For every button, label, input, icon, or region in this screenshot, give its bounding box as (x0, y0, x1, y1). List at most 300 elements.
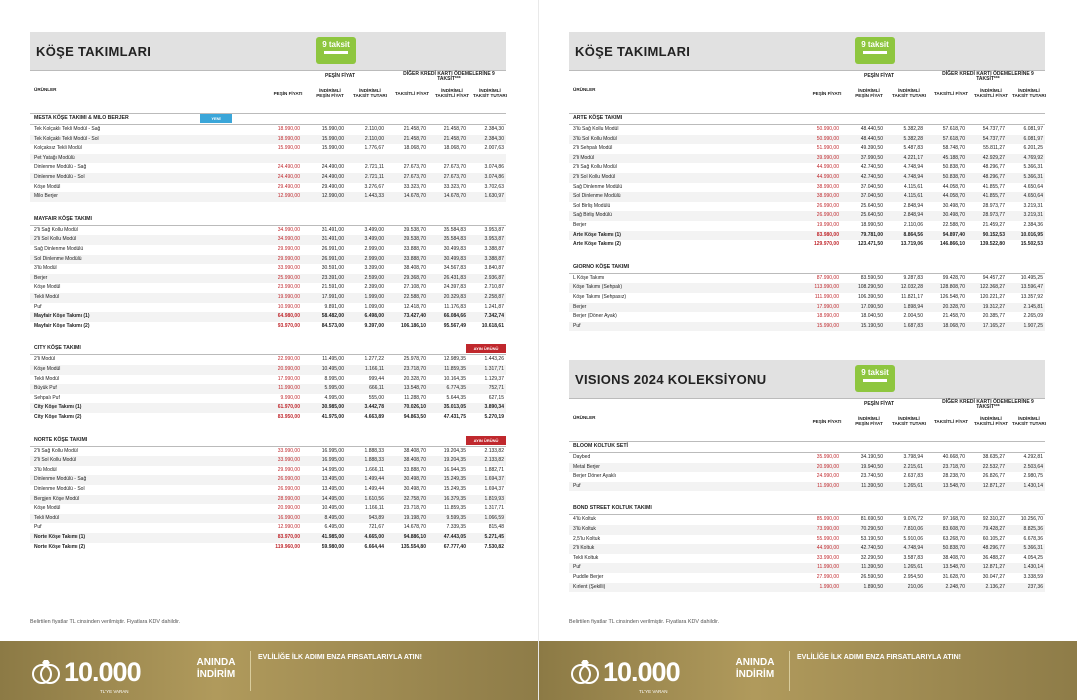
price-cell: 42.740,50 (860, 164, 883, 171)
section-rows (30, 355, 506, 422)
table-row (30, 447, 506, 457)
price-cell: 37.040,50 (860, 183, 883, 190)
price-cell: 123.471,50 (857, 241, 883, 248)
price-cell: 22.588,70 (942, 221, 965, 228)
price-cell: 1.241,87 (484, 303, 504, 310)
price-cell: 67.777,40 (443, 543, 466, 550)
price-cell: 84.573,00 (321, 322, 344, 329)
price-cell: 5.382,28 (903, 135, 923, 142)
price-cell: 44.990,00 (816, 173, 839, 180)
price-cell: 2.145,81 (1023, 303, 1043, 310)
price-cell: 25.640,50 (860, 212, 883, 219)
price-cell: 66.084,66 (443, 313, 466, 320)
section-title (30, 214, 506, 226)
price-cell: 13.548,70 (403, 385, 426, 392)
banner-indirim: İNDİRİM (735, 669, 775, 680)
price-cell: 3.798,94 (903, 454, 923, 460)
price-cell: 135.554,80 (400, 543, 426, 550)
price-cell: 38.635,27 (982, 454, 1005, 460)
product-name: Dinlenme Modülü - Sol (34, 485, 85, 492)
price-cell: 11.859,35 (444, 505, 466, 512)
price-cell: 33.888,70 (403, 255, 426, 262)
price-cell: 54.737,77 (982, 135, 1005, 142)
price-cell: 5.271,45 (484, 533, 504, 540)
col-urunler: ÜRÜNLER (573, 87, 596, 92)
price-cell: 11.495,00 (322, 356, 344, 363)
col-group-pesin: PEŞİN FİYAT (324, 73, 355, 79)
price-cell: 3.399,00 (364, 265, 384, 272)
product-name: Norte Köşe Takımı (1) (34, 533, 86, 540)
price-cell: 50.990,00 (816, 126, 839, 132)
product-name: Sol Dinlenme Modülü (34, 255, 82, 262)
price-cell: 999,44 (368, 375, 384, 382)
price-cell: 19.204,35 (443, 457, 466, 464)
price-cell: 11.990,00 (817, 482, 839, 489)
page-title: KÖŞE TAKIMLARI (575, 44, 691, 59)
table-row (30, 293, 506, 303)
column-header (569, 70, 1045, 114)
price-cell: 33.990,00 (816, 554, 839, 561)
price-cell: 54.737,77 (982, 126, 1005, 132)
product-name: Berjer (Döner Ayak) (573, 313, 617, 320)
price-cell: 30.498,70 (942, 212, 965, 219)
price-cell: 1.888,33 (364, 457, 384, 464)
product-name: Tekli Modül (34, 293, 60, 300)
price-cell: 16.995,00 (321, 447, 344, 454)
product-section (569, 441, 1045, 491)
column-header (30, 70, 506, 114)
price-cell: 14.495,00 (321, 495, 344, 502)
price-cell: 79.781,00 (860, 231, 883, 238)
price-cell: 55.990,00 (816, 535, 839, 542)
price-cell: 12.032,28 (900, 284, 923, 291)
section-title (569, 441, 1045, 453)
col-indirimli-taksit: İNDİRİMLİ TAKSİT TUTARI (891, 88, 927, 99)
price-cell: 97.168,70 (942, 516, 965, 523)
price-cell: 1.166,11 (364, 505, 384, 512)
price-cell: 4.650,64 (1023, 193, 1043, 200)
price-cell: 5.382,28 (903, 126, 923, 132)
price-cell: 59.980,00 (321, 543, 344, 550)
section-title (30, 113, 506, 125)
price-cell: 10.990,00 (277, 303, 300, 310)
price-cell: 22.990,00 (277, 356, 300, 363)
price-cell: 3.219,31 (1023, 202, 1043, 209)
table-row (30, 125, 506, 135)
price-cell: 38.990,00 (816, 193, 839, 200)
product-name: 2'li Koltuk (573, 545, 595, 552)
price-cell: 3.442,78 (364, 404, 384, 411)
price-cell: 20.990,00 (277, 365, 300, 372)
col-group-kredi: DİĞER KREDİ KARTI ÖDEMELERİNE 9 TAKSİT*** (942, 71, 1034, 83)
price-cell: 1.443,26 (484, 356, 504, 363)
price-cell: 51.990,00 (816, 145, 839, 152)
price-cell: 94.886,10 (403, 533, 426, 540)
table-row (30, 154, 506, 164)
price-cell: 5.644,35 (446, 394, 466, 401)
price-cell: 6.081,97 (1023, 126, 1043, 132)
footnote: Belirtilen fiyatlar TL cinsinden verilmiştir. Fiyatlara KDV dahildir. (569, 619, 720, 625)
table-row (569, 125, 1045, 135)
price-cell: 23.718,70 (942, 463, 965, 470)
table-row (569, 525, 1045, 535)
col-urunler: ÜRÜNLER (573, 415, 596, 420)
table-row (30, 163, 506, 173)
table-row (30, 394, 506, 404)
price-cell: 20.328,70 (403, 375, 426, 382)
table-row (30, 375, 506, 385)
banner-amount: 10.000 (64, 657, 141, 687)
product-name: 3'lü Modül (34, 466, 57, 473)
price-cell: 38.408,70 (403, 447, 426, 454)
price-cell: 1.317,71 (484, 505, 504, 512)
price-cell: 2.248,70 (945, 583, 965, 590)
price-cell: 18.990,00 (277, 135, 300, 142)
price-cell: 2.599,00 (364, 274, 384, 281)
price-cell: 20.328,70 (942, 303, 965, 310)
price-cell: 20.990,00 (816, 463, 839, 470)
product-name: 2'li Sağ Kollu Modül (573, 164, 617, 171)
price-cell: 33.888,70 (403, 245, 426, 252)
col-indirimli-taksit: İNDİRİMLİ TAKSİT TUTARI (891, 416, 927, 427)
price-cell: 22.588,70 (403, 293, 426, 300)
product-name: Tek Kolçaklı Tekli Modül - Sol (34, 135, 99, 142)
product-name: City Köşe Takımı (2) (34, 413, 82, 420)
price-cell: 2.980,75 (1023, 473, 1043, 480)
price-cell: 38.408,70 (403, 265, 426, 272)
product-section (30, 214, 506, 332)
product-name: Berjer (573, 303, 587, 310)
price-cell: 28.990,00 (277, 495, 300, 502)
price-cell: 42.740,50 (860, 545, 883, 552)
price-cell: 21.458,70 (443, 126, 466, 132)
price-cell: 3.074,86 (484, 173, 504, 180)
price-cell: 113.990,00 (814, 284, 839, 291)
product-section (569, 113, 1045, 250)
col-group-kredi: DİĞER KREDİ KARTI ÖDEMELERİNE 9 TAKSİT*** (403, 71, 495, 83)
price-cell: 15.990,00 (321, 145, 344, 152)
section-rows (30, 226, 506, 332)
price-cell: 1.882,71 (484, 466, 504, 473)
price-cell: 8.495,00 (324, 514, 344, 521)
price-cell: 19.204,35 (443, 447, 466, 454)
col-indirimli-taksit-2: İNDİRİMLİ TAKSİT TUTARI (1011, 416, 1047, 427)
price-cell: 30.498,70 (403, 476, 426, 483)
price-cell: 11.176,83 (444, 303, 466, 310)
rings-icon (569, 654, 601, 688)
price-cell: 26.590,50 (860, 573, 883, 580)
price-cell: 83.590,50 (860, 274, 883, 281)
table-row (30, 456, 506, 466)
price-cell: 23.740,50 (860, 473, 883, 480)
product-name: City Köşe Takımı (1) (34, 404, 82, 411)
price-cell: 1.066,59 (484, 514, 504, 521)
price-cell: 63.268,70 (942, 535, 965, 542)
col-indirimli-taksitli: İNDİRİMLİ TAKSİTLİ FİYAT (973, 88, 1009, 99)
price-cell: 11.288,70 (404, 394, 426, 401)
price-cell: 19.312,27 (982, 303, 1005, 310)
table-row (569, 293, 1045, 303)
table-row (30, 135, 506, 145)
price-cell: 119.960,00 (275, 543, 300, 550)
price-cell: 17.165,27 (982, 322, 1005, 329)
price-cell: 34.990,00 (277, 226, 300, 233)
product-name: Kolçaksız Tekli Modül (34, 145, 82, 152)
price-cell: 4.115,61 (903, 193, 923, 200)
table-row (569, 135, 1045, 145)
price-cell: 94.897,40 (942, 231, 965, 238)
price-cell: 128.808,70 (939, 284, 965, 291)
price-cell: 752,71 (488, 385, 504, 392)
price-cell: 146.866,10 (939, 241, 965, 248)
price-cell: 1.129,37 (484, 375, 504, 382)
price-cell: 3.276,67 (364, 183, 384, 190)
price-cell: 2.133,82 (484, 457, 504, 464)
price-cell: 237,36 (1027, 583, 1043, 590)
total-row (30, 312, 506, 322)
price-cell: 38.408,70 (403, 457, 426, 464)
price-cell: 18.068,70 (443, 145, 466, 152)
product-name: L Köşe Takımı (573, 274, 605, 281)
table-row (569, 274, 1045, 284)
product-name: Mayfair Köşe Takımı (2) (34, 322, 90, 329)
price-cell: 50.838,70 (942, 545, 965, 552)
price-cell: 3.388,87 (484, 255, 504, 262)
price-cell: 25.640,50 (860, 202, 883, 209)
product-name: 3'lü Sağ Kollu Modül (573, 126, 619, 132)
table-row (569, 163, 1045, 173)
price-cell: 1.443,33 (364, 193, 384, 200)
page-title-2: VISIONS 2024 KOLEKSİYONU (575, 372, 767, 387)
price-cell: 33.990,00 (277, 447, 300, 454)
table-row (30, 495, 506, 505)
price-cell: 627,15 (488, 394, 504, 401)
table-row (30, 355, 506, 365)
price-cell: 4.748,94 (903, 173, 923, 180)
product-section (30, 113, 506, 202)
product-name: Kırlent (Şekilli) (573, 583, 606, 590)
price-cell: 18.990,50 (860, 221, 883, 228)
price-cell: 29.990,00 (277, 245, 300, 252)
price-cell: 10.495,00 (321, 365, 344, 372)
price-cell: 666,11 (369, 385, 384, 392)
price-cell: 8.864,56 (903, 231, 923, 238)
price-cell: 50.990,00 (816, 135, 839, 142)
product-name: Köşe Modül (34, 284, 61, 291)
product-name: Tekli Koltuk (573, 554, 599, 561)
page-title: KÖŞE TAKIMLARI (36, 44, 152, 59)
price-cell: 15.990,00 (321, 135, 344, 142)
total-row (569, 240, 1045, 250)
price-cell: 53.190,50 (860, 535, 883, 542)
price-cell: 16.990,00 (277, 514, 300, 521)
price-cell: 4.769,92 (1023, 154, 1043, 161)
price-cell: 943,89 (368, 514, 384, 521)
product-name: Sağ Dinlenme Modülü (573, 183, 623, 190)
section-title (569, 113, 1045, 125)
product-name: Tek Kolçaklı Tekli Modül - Sağ (34, 126, 101, 132)
price-cell: 2.936,87 (484, 274, 504, 281)
price-cell: 15.990,00 (321, 126, 344, 132)
price-cell: 10.618,61 (481, 322, 504, 329)
price-cell: 2.215,61 (903, 463, 923, 470)
taksit-badge-2 (855, 365, 895, 392)
price-cell: 1.430,14 (1023, 564, 1043, 571)
price-cell: 29.490,00 (321, 183, 344, 190)
price-cell: 70.290,50 (860, 525, 883, 532)
taksit-badge (316, 37, 356, 64)
price-cell: 12.418,70 (403, 303, 426, 310)
price-cell: 24.990,00 (816, 473, 839, 480)
product-section (30, 343, 506, 422)
page-header (30, 32, 506, 70)
price-cell: 1.166,11 (364, 365, 384, 372)
price-cell: 42.929,27 (982, 154, 1005, 161)
price-cell: 27.673,70 (403, 173, 426, 180)
col-taksitli-fiyat: TAKSİTLİ FİYAT (933, 91, 969, 96)
col-indirimli-taksit-2: İNDİRİMLİ TAKSİT TUTARI (472, 88, 508, 99)
price-cell: 5.270,19 (484, 413, 504, 420)
product-name: Puddle Berjer (573, 573, 604, 580)
price-cell: 30.499,83 (443, 255, 466, 262)
price-cell: 13.719,06 (900, 241, 923, 248)
price-cell: 29.990,00 (277, 255, 300, 262)
price-cell: 11.390,50 (861, 564, 883, 571)
product-name: Dinlenme Modülü - Sağ (34, 164, 87, 171)
price-cell: 16.995,00 (321, 457, 344, 464)
price-cell: 58.482,00 (321, 313, 344, 320)
section-title-text: GIORNO KÖŞE TAKIMI (573, 263, 630, 270)
price-cell: 40.668,70 (942, 454, 965, 460)
product-name: Dinlenme Modülü - Sağ (34, 476, 87, 483)
price-cell: 15.990,00 (816, 322, 839, 329)
product-name: Bergjen Köşe Modül (34, 495, 80, 502)
banner-amount: 10.000 (603, 657, 680, 687)
total-row (30, 533, 506, 543)
section-rows (569, 274, 1045, 332)
price-cell: 12.990,00 (321, 193, 344, 200)
price-cell: 106.186,10 (400, 322, 426, 329)
product-name: Berjer (34, 274, 48, 281)
price-cell: 32.758,70 (403, 495, 426, 502)
price-cell: 7.530,82 (484, 543, 504, 550)
price-cell: 1.430,14 (1023, 482, 1043, 489)
price-cell: 79.428,27 (982, 525, 1005, 532)
table-row (30, 264, 506, 274)
table-row (30, 183, 506, 193)
price-cell: 9.287,83 (903, 274, 923, 281)
price-cell: 2.503,64 (1023, 463, 1043, 470)
table-row (569, 563, 1045, 573)
table-row (569, 554, 1045, 564)
price-cell: 35.584,83 (443, 236, 466, 243)
table-row (30, 514, 506, 524)
price-cell: 9.990,00 (280, 394, 300, 401)
product-name: Puf (573, 322, 581, 329)
price-cell: 3.219,31 (1023, 212, 1043, 219)
price-cell: 1.890,50 (863, 583, 883, 590)
section-title-text: MESTA KÖŞE TAKIMI & MILO BERJER (34, 115, 129, 121)
price-cell: 27.673,70 (403, 164, 426, 171)
price-cell: 30.047,27 (982, 573, 1005, 580)
price-cell: 3.338,59 (1023, 573, 1043, 580)
price-cell: 2.136,27 (985, 583, 1005, 590)
product-name: 2'li Sol Kollu Modül (34, 236, 77, 243)
price-cell: 7.810,06 (903, 525, 923, 532)
price-cell: 6.664,44 (364, 543, 384, 550)
price-cell: 3.702,63 (484, 183, 504, 190)
total-row (30, 322, 506, 332)
price-cell: 37.040,50 (860, 193, 883, 200)
table-row (30, 475, 506, 485)
section-badge: YENİ (200, 114, 232, 123)
price-cell: 3.499,00 (364, 236, 384, 243)
price-cell: 38.408,70 (942, 554, 965, 561)
price-cell: 2.721,11 (364, 164, 384, 171)
price-cell: 4.054,25 (1023, 554, 1043, 561)
table-row (569, 202, 1045, 212)
price-cell: 111.990,00 (814, 293, 839, 300)
price-cell: 58.748,70 (942, 145, 965, 152)
price-cell: 26.991,00 (321, 245, 344, 252)
price-cell: 4.748,94 (903, 545, 923, 552)
price-cell: 6.498,00 (364, 313, 384, 320)
price-cell: 3.074,86 (484, 164, 504, 171)
rings-icon (30, 654, 62, 688)
product-name: 2'li Modül (573, 154, 594, 161)
price-cell: 30.498,70 (942, 202, 965, 209)
price-cell: 120.221,27 (979, 293, 1005, 300)
price-cell: 83.950,00 (277, 413, 300, 420)
price-cell: 8.995,00 (324, 375, 344, 382)
price-cell: 26.990,00 (816, 212, 839, 219)
product-section (30, 435, 506, 553)
price-cell: 2.721,11 (364, 173, 384, 180)
price-cell: 26.990,00 (277, 485, 300, 492)
price-cell: 3.953,87 (484, 226, 504, 233)
col-pesin-fiyati: PEŞİN FİYATI (812, 419, 842, 424)
price-cell: 2.384,30 (484, 126, 504, 132)
table-row (569, 453, 1045, 463)
price-cell: 1.499,44 (364, 476, 384, 483)
price-cell: 5.366,31 (1023, 545, 1043, 552)
price-cell: 44.990,00 (816, 545, 839, 552)
price-cell: 30.498,70 (403, 485, 426, 492)
price-cell: 81.690,50 (860, 516, 883, 523)
price-cell: 12.989,35 (443, 356, 466, 363)
price-cell: 1.898,94 (903, 303, 923, 310)
price-cell: 50.838,70 (942, 173, 965, 180)
price-cell: 4.221,17 (903, 154, 923, 161)
table-row (569, 173, 1045, 183)
price-cell: 95.567,49 (443, 322, 466, 329)
price-cell: 21.459,27 (982, 221, 1005, 228)
table-row (569, 312, 1045, 322)
price-cell: 24.397,83 (443, 284, 466, 291)
price-cell: 5.366,31 (1023, 164, 1043, 171)
col-group-kredi: DİĞER KREDİ KARTI ÖDEMELERİNE 9 TAKSİT*** (942, 399, 1034, 411)
price-cell: 20.329,83 (443, 293, 466, 300)
price-cell: 9.397,00 (364, 322, 384, 329)
product-name: Metal Berjer (573, 463, 600, 470)
price-cell: 2.999,00 (364, 245, 384, 252)
banner-tl: TL'YE VARAN (100, 689, 129, 694)
price-cell: 108.290,50 (857, 284, 883, 291)
price-cell: 1.819,93 (484, 495, 504, 502)
price-cell: 49.390,50 (860, 145, 883, 152)
table-row (569, 573, 1045, 583)
table-row (30, 466, 506, 476)
